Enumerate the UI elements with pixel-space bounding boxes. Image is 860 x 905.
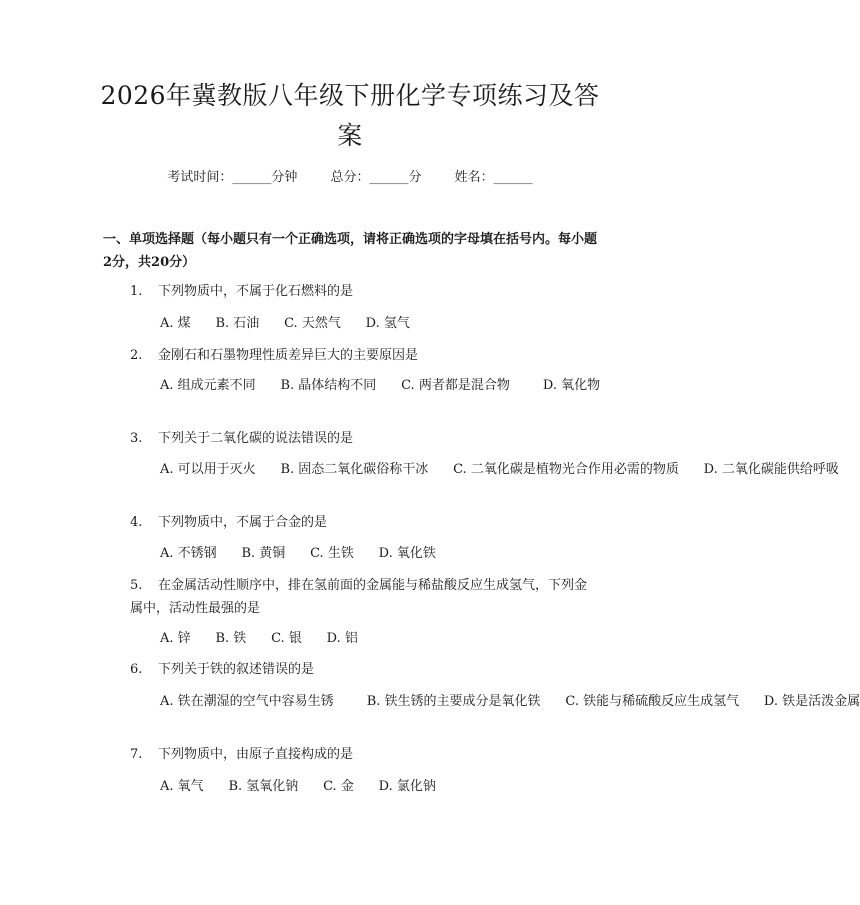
question-2-options <box>103 374 601 397</box>
option-c: C. 生铁 <box>310 546 354 561</box>
option-c: C. 天然气 <box>284 316 341 331</box>
option-b: B. 晶体结构不同 <box>280 378 377 393</box>
question-number: 5. <box>130 578 143 593</box>
option-a: A. 锌 <box>160 631 191 646</box>
option-c: C. 两者都是混合物 <box>401 378 510 393</box>
section-heading: 一、单项选择题（每小题只有一个正确选项，请将正确选项的字母填在括号内。每小题2分，共20分） <box>103 232 598 270</box>
question-7 <box>103 743 593 766</box>
option-a: A. 铁在潮湿的空气中容易生锈 <box>160 694 334 709</box>
option-c: C. 二氧化碳是植物光合作用必需的物质 <box>453 462 679 477</box>
question-number: 2. <box>130 348 143 363</box>
question-stem: 下列物质中，不属于化石燃料的是 <box>158 284 354 299</box>
option-a: A. 氧气 <box>160 779 204 794</box>
question-number: 1. <box>130 284 143 299</box>
option-c: C. 铁能与稀硫酸反应生成氢气 <box>565 694 740 709</box>
time-label: 考试时间： <box>167 170 233 185</box>
question-1-options <box>103 312 593 335</box>
name-blank: ______ <box>493 170 533 185</box>
question-3-options <box>103 458 839 481</box>
question-stem: 下列关于二氧化碳的说法错误的是 <box>158 431 354 446</box>
score-label: 总分： <box>330 170 370 185</box>
option-c: C. 银 <box>271 631 302 646</box>
question-number: 7. <box>130 747 143 762</box>
option-d: D. 氧化铁 <box>378 546 436 561</box>
option-d: D. 二氧化碳能供给呼吸 <box>703 462 839 477</box>
option-b: B. 氢氧化钠 <box>228 779 299 794</box>
time-blank: ______ <box>232 170 272 185</box>
option-a: A. 可以用于灭火 <box>160 462 256 477</box>
page-title: 2026年冀教版八年级下册化学专项练习及答案 <box>100 81 600 150</box>
question-3 <box>103 427 593 450</box>
name-label: 姓名： <box>454 170 494 185</box>
question-5 <box>103 574 593 620</box>
option-d: D. 氢气 <box>365 316 410 331</box>
question-1 <box>103 280 593 303</box>
question-5-options <box>103 627 593 650</box>
question-2 <box>103 344 593 367</box>
exam-info-line <box>0 168 700 188</box>
option-a: A. 煤 <box>160 316 191 331</box>
option-c: C. 金 <box>323 779 354 794</box>
option-d: D. 铝 <box>326 631 358 646</box>
question-number: 6. <box>130 662 143 677</box>
option-d: D. 氯化钠 <box>378 779 436 794</box>
time-unit: 分钟 <box>271 170 298 185</box>
question-stem: 在金属活动性顺序中，排在氢前面的金属能与稀盐酸反应生成氢气，下列金属中，活动性最强的是 <box>130 578 588 616</box>
question-4 <box>103 511 593 534</box>
option-a: A. 组成元素不同 <box>160 378 256 393</box>
question-stem: 下列关于铁的叙述错误的是 <box>158 662 315 677</box>
question-stem: 金刚石和石墨物理性质差异巨大的主要原因是 <box>158 348 419 363</box>
question-number: 4. <box>130 515 143 530</box>
option-b: B. 铁生锈的主要成分是氧化铁 <box>366 694 541 709</box>
option-d: D. 氧化物 <box>542 378 601 393</box>
question-stem: 下列物质中，由原子直接构成的是 <box>158 747 354 762</box>
option-d: D. 铁是活泼金属 <box>763 694 860 709</box>
option-a: A. 不锈钢 <box>160 546 217 561</box>
option-b: B. 固态二氧化碳俗称干冰 <box>280 462 429 477</box>
question-number: 3. <box>130 431 143 446</box>
question-6 <box>103 658 593 681</box>
option-b: B. 铁 <box>215 631 247 646</box>
option-b: B. 黄铜 <box>241 546 286 561</box>
option-b: B. 石油 <box>215 316 260 331</box>
question-4-options <box>103 542 593 565</box>
score-unit: 分 <box>408 170 422 185</box>
score-blank: ______ <box>369 170 409 185</box>
question-7-options <box>103 775 593 798</box>
question-6-options <box>103 690 860 713</box>
question-stem: 下列物质中，不属于合金的是 <box>158 515 328 530</box>
